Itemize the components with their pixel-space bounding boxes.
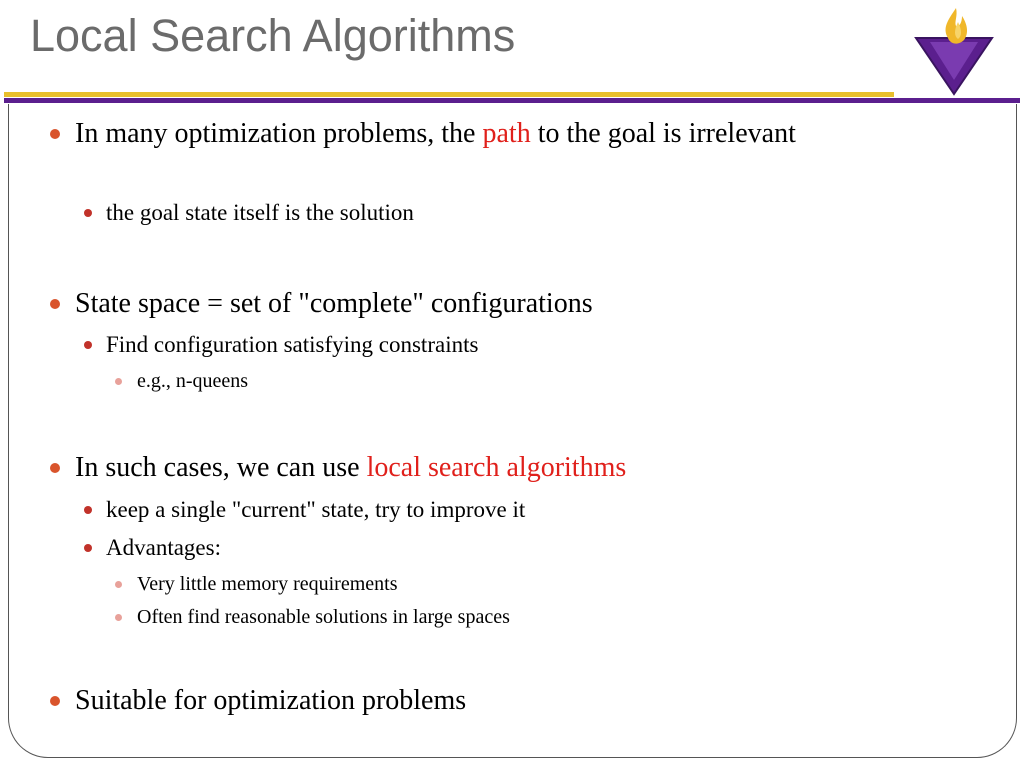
sub-sub-bullet-text: e.g., n-queens — [137, 370, 249, 392]
sub-bullet-text: Advantages: — [106, 535, 221, 560]
bullet-dot-icon — [84, 209, 92, 217]
bullet-item — [50, 286, 880, 322]
bullet-dot-icon — [84, 544, 92, 552]
bullet-text — [75, 116, 880, 152]
bullet-dot-icon — [50, 463, 60, 473]
sub-sub-bullet-text: Very little memory requirements — [137, 573, 398, 595]
bullet-text-part: In such cases, we can use — [75, 452, 367, 483]
flame-over-triangle-logo-icon — [912, 2, 996, 98]
bullet-dot-icon — [84, 341, 92, 349]
bullet-item — [50, 116, 880, 152]
sub-bullet-item — [84, 533, 221, 563]
bullet-dot-icon — [50, 299, 60, 309]
highlight-text: path — [482, 118, 531, 149]
sub-bullet-item — [84, 330, 478, 360]
sub-sub-bullet-item — [115, 604, 510, 630]
sub-bullet-text: Find configuration satisfying constraints — [106, 332, 479, 357]
slide-title: Local Search Algorithms — [30, 10, 516, 61]
bullet-item — [50, 450, 880, 486]
sub-sub-bullet-item — [115, 571, 397, 597]
sub-bullet-item — [84, 495, 525, 525]
sub-sub-bullet-item — [115, 368, 248, 394]
bullet-dot-icon — [115, 581, 122, 588]
bullet-dot-icon — [50, 129, 60, 139]
highlight-text: local search algorithms — [366, 452, 627, 483]
bullet-text — [75, 450, 880, 486]
bullet-item — [50, 683, 880, 719]
purple-divider — [4, 98, 1020, 103]
bullet-text: State space = set of "complete" configurations — [75, 288, 593, 319]
sub-bullet-text: the goal state itself is the solution — [106, 200, 414, 225]
bullet-dot-icon — [115, 378, 122, 385]
bullet-text-part: to the goal is irrelevant — [530, 118, 796, 149]
gold-divider — [4, 92, 894, 97]
bullet-dot-icon — [50, 696, 60, 706]
bullet-text-part: In many optimization problems, the — [75, 118, 483, 149]
bullet-dot-icon — [84, 506, 92, 514]
sub-sub-bullet-text: Often find reasonable solutions in large spaces — [137, 606, 510, 628]
sub-bullet-item — [84, 198, 414, 228]
bullet-dot-icon — [115, 614, 122, 621]
sub-bullet-text: keep a single "current" state, try to improve it — [106, 497, 526, 522]
bullet-text: Suitable for optimization problems — [75, 685, 467, 716]
